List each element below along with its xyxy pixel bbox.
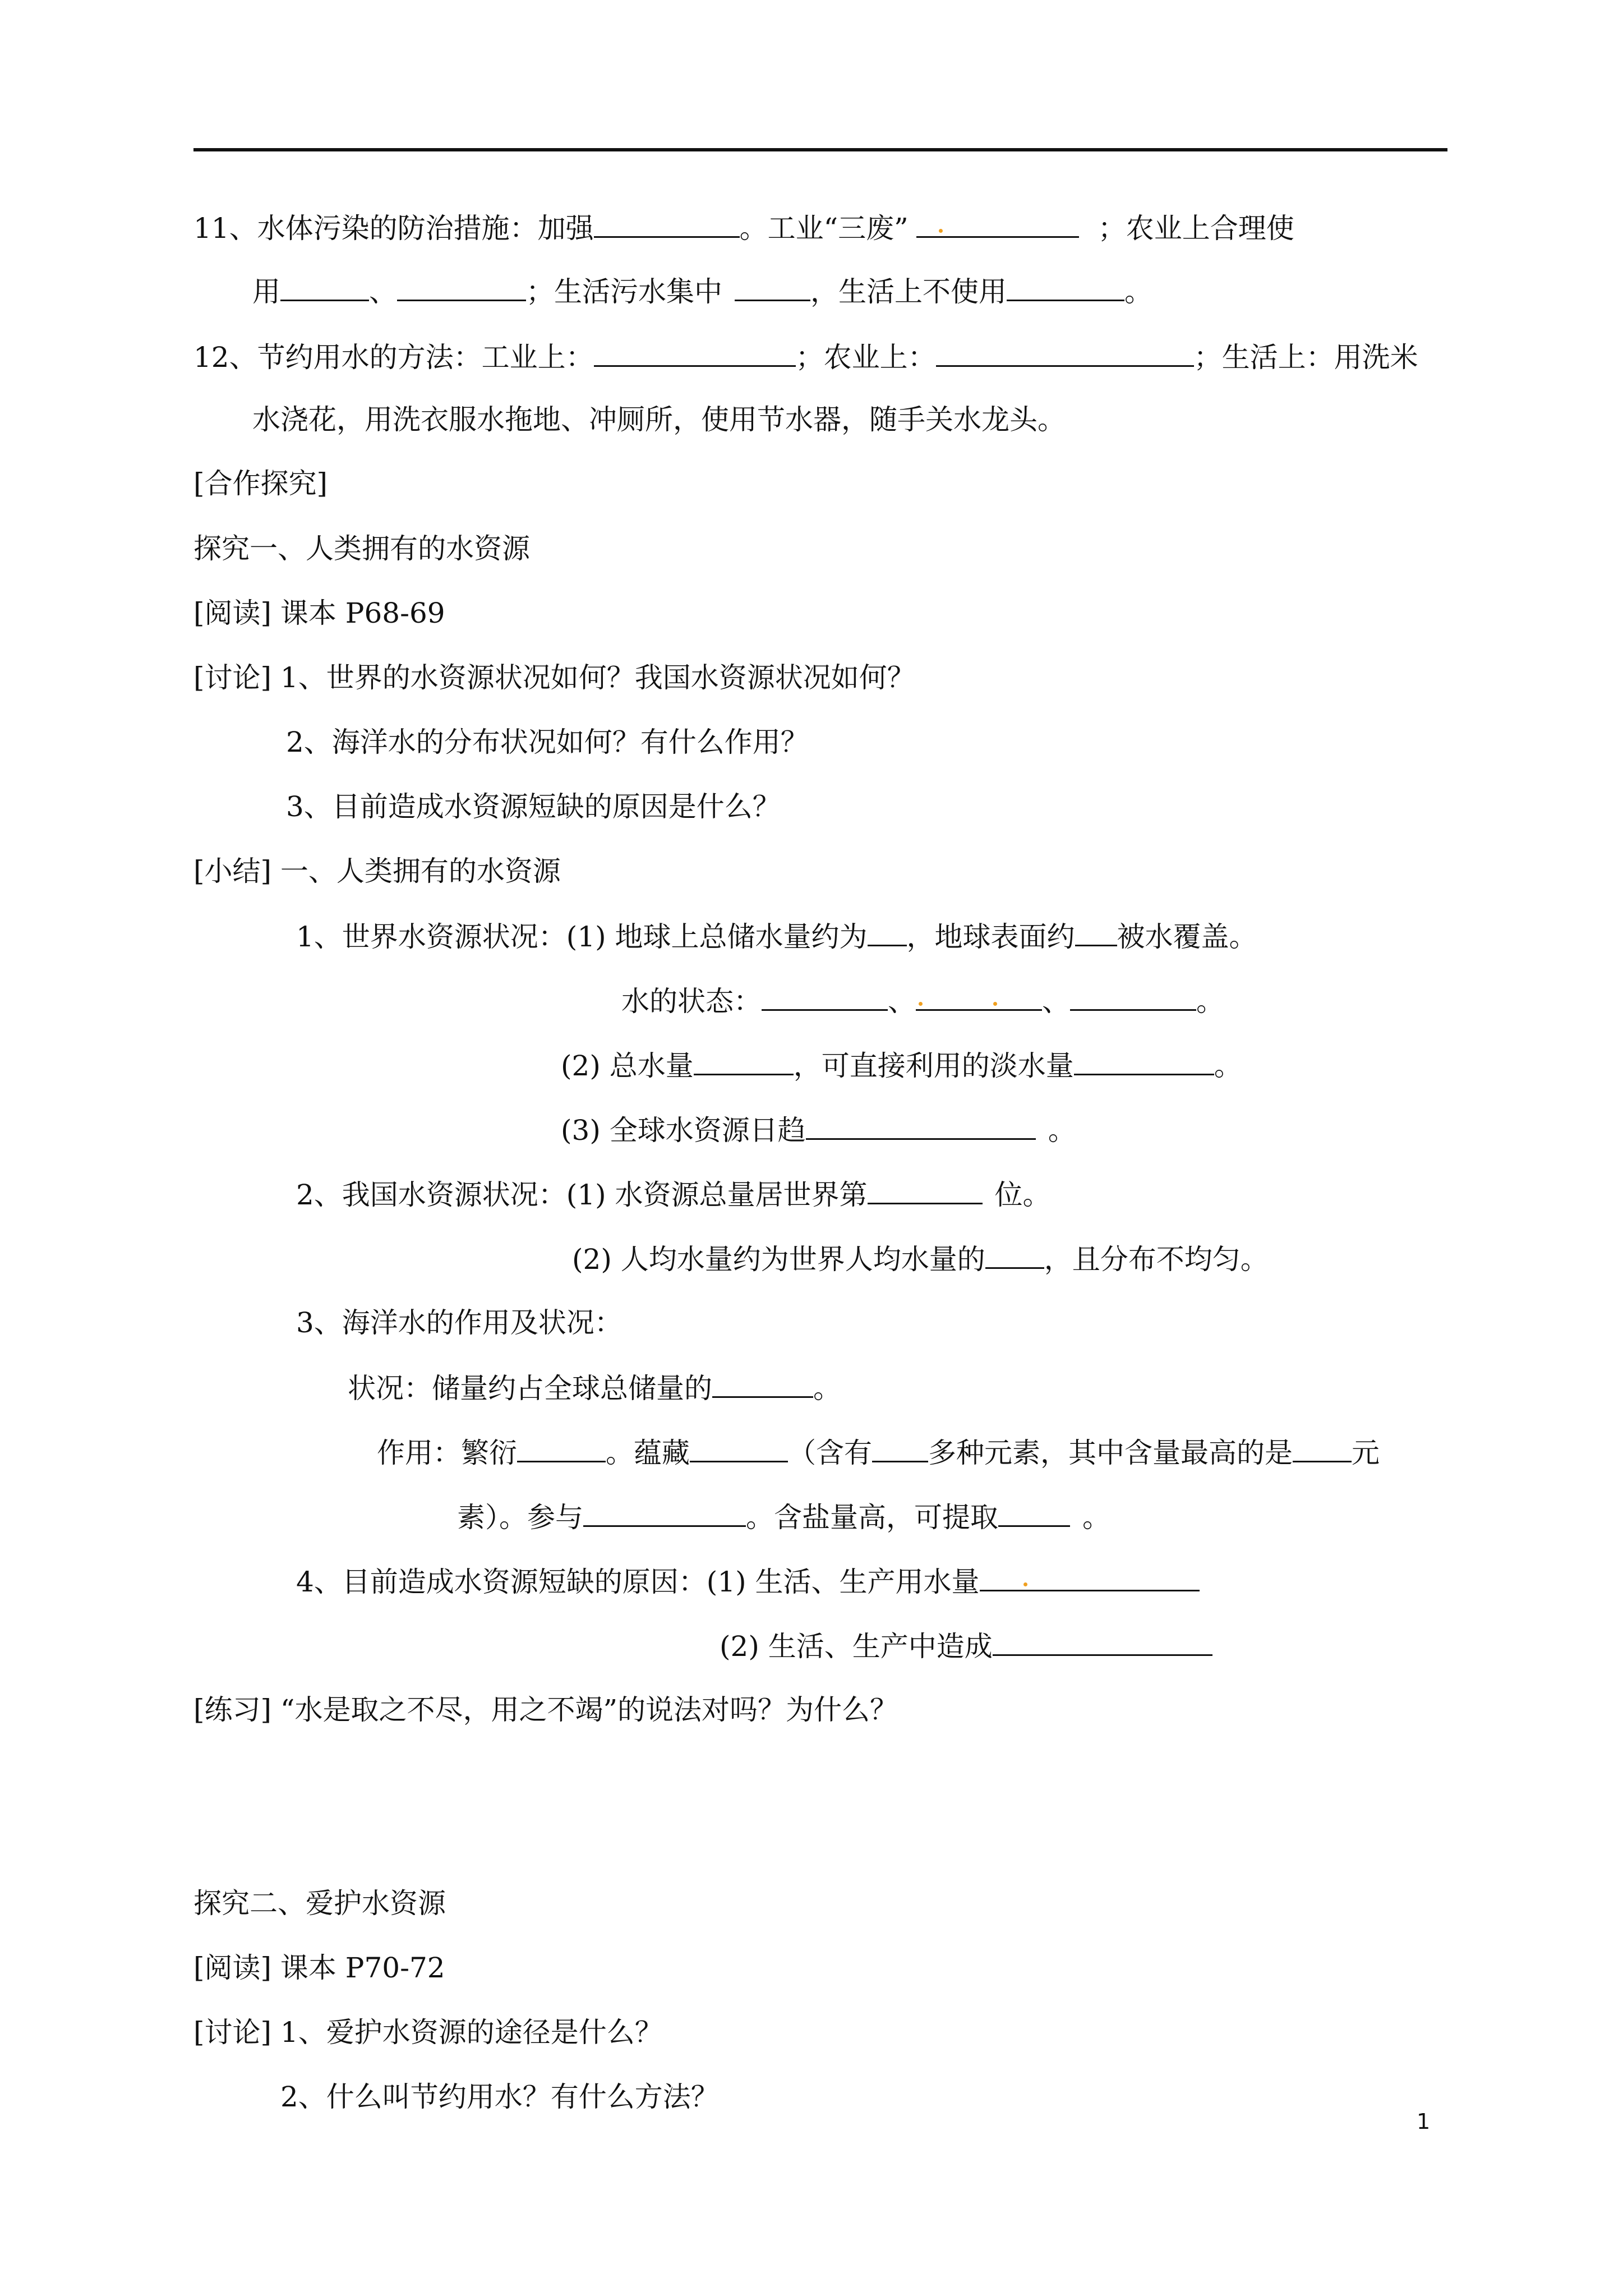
inquiry1-discussion-3: 3、目前造成水资源短缺的原因是什么？	[286, 790, 781, 823]
answer-blank[interactable]	[998, 1499, 1070, 1527]
summary-world-3: (3) 全球水资源日趋 。	[561, 1112, 1076, 1147]
answer-blank[interactable]	[980, 1564, 1200, 1591]
summary-shortage-1: 4、目前造成水资源短缺的原因：(1) 生活、生产用水量	[296, 1564, 1200, 1599]
answer-blank[interactable]	[806, 1112, 1036, 1140]
answer-blank[interactable]	[985, 1241, 1044, 1269]
answer-blank[interactable]	[1075, 919, 1117, 946]
water-states: 水的状态： 、 、 。	[621, 983, 1224, 1018]
summary-ocean-status: 状况：储量约占全球总储量的 。	[348, 1370, 841, 1405]
answer-blank[interactable]	[735, 274, 810, 301]
inquiry2-reading: [阅读] 课本 P70-72	[193, 1952, 445, 1984]
inquiry2-discussion-1: [讨论] 1、爱护水资源的途径是什么？	[193, 2016, 663, 2049]
answer-blank[interactable]	[397, 274, 526, 301]
answer-blank[interactable]	[993, 1628, 1212, 1656]
inquiry2-discussion-2: 2、什么叫节约用水？有什么方法？	[280, 2081, 719, 2113]
answer-blank[interactable]	[594, 339, 796, 367]
q12-line1: 12、节约用水的方法：工业上： ；农业上： ；生活上：用洗米	[193, 339, 1418, 374]
answer-blank[interactable]	[690, 1435, 788, 1462]
inquiry1-reading: [阅读] 课本 P68-69	[193, 597, 445, 629]
summary-china-2: (2) 人均水量约为世界人均水量的 ，且分布不均匀。	[572, 1241, 1269, 1276]
answer-blank[interactable]	[594, 210, 740, 238]
q11-number: 11、	[193, 212, 257, 245]
page-number: 1	[1417, 2109, 1431, 2134]
q11-line1: 11、水体污染的防治措施：加强 。工业“三废” ；农业上合理使	[193, 210, 1294, 245]
summary-shortage-2: (2) 生活、生产中造成	[720, 1628, 1212, 1663]
answer-blank[interactable]	[517, 1435, 606, 1462]
summary-world-2: (2) 总水量 ，可直接利用的淡水量 。	[561, 1048, 1242, 1083]
answer-blank[interactable]	[712, 1370, 813, 1398]
answer-blank[interactable]	[916, 983, 1042, 1011]
answer-blank[interactable]	[872, 1435, 928, 1462]
summary-ocean-function-1: 作用：繁衍 。蕴藏 （含有 多种元素，其中含量最高的是 元	[377, 1435, 1380, 1470]
answer-blank[interactable]	[916, 210, 1079, 238]
q12-line2: 水浇花，用洗衣服水拖地、冲厕所，使用节水器，随手关水龙头。	[252, 403, 1066, 436]
answer-blank[interactable]	[583, 1499, 746, 1527]
answer-blank[interactable]	[694, 1048, 794, 1075]
answer-blank[interactable]	[1074, 1048, 1214, 1075]
inquiry1-discussion-1: [讨论] 1、世界的水资源状况如何？我国水资源状况如何？	[193, 661, 915, 694]
header-rule	[193, 148, 1447, 151]
inquiry1-summary: [小结] 一、人类拥有的水资源	[193, 855, 561, 887]
orange-dot	[1023, 1582, 1027, 1586]
q12-number: 12、	[193, 341, 257, 374]
answer-blank[interactable]	[762, 983, 888, 1011]
answer-blank[interactable]	[1007, 274, 1124, 301]
inquiry1-title: 探究一、人类拥有的水资源	[193, 532, 530, 565]
q11-line2: 用 、 ；生活污水集中 ，生活上不使用 。	[252, 274, 1152, 309]
answer-blank[interactable]	[1293, 1435, 1352, 1462]
answer-blank[interactable]	[1070, 983, 1196, 1011]
answer-blank[interactable]	[280, 274, 369, 301]
section-heading: [合作探究]	[193, 467, 328, 500]
answer-blank[interactable]	[868, 919, 907, 946]
summary-ocean-function-2: 素）。参与 。含盐量高，可提取 。	[457, 1499, 1110, 1534]
orange-dot	[939, 229, 943, 233]
inquiry2-title: 探究二、爱护水资源	[193, 1887, 446, 1920]
summary-world-1: 1、世界水资源状况：(1) 地球上总储水量约为 ，地球表面约 被水覆盖。	[296, 919, 1257, 954]
orange-dot	[993, 1002, 997, 1006]
practice-question: [练习] “水是取之不尽，用之不竭”的说法对吗？为什么？	[193, 1694, 898, 1726]
orange-dot	[919, 1002, 923, 1006]
inquiry1-discussion-2: 2、海洋水的分布状况如何？有什么作用？	[286, 726, 809, 758]
summary-china-1: 2、我国水资源状况：(1) 水资源总量居世界第 位。	[296, 1177, 1051, 1212]
answer-blank[interactable]	[936, 339, 1194, 367]
summary-ocean-title: 3、海洋水的作用及状况：	[296, 1306, 623, 1339]
answer-blank[interactable]	[868, 1177, 983, 1204]
